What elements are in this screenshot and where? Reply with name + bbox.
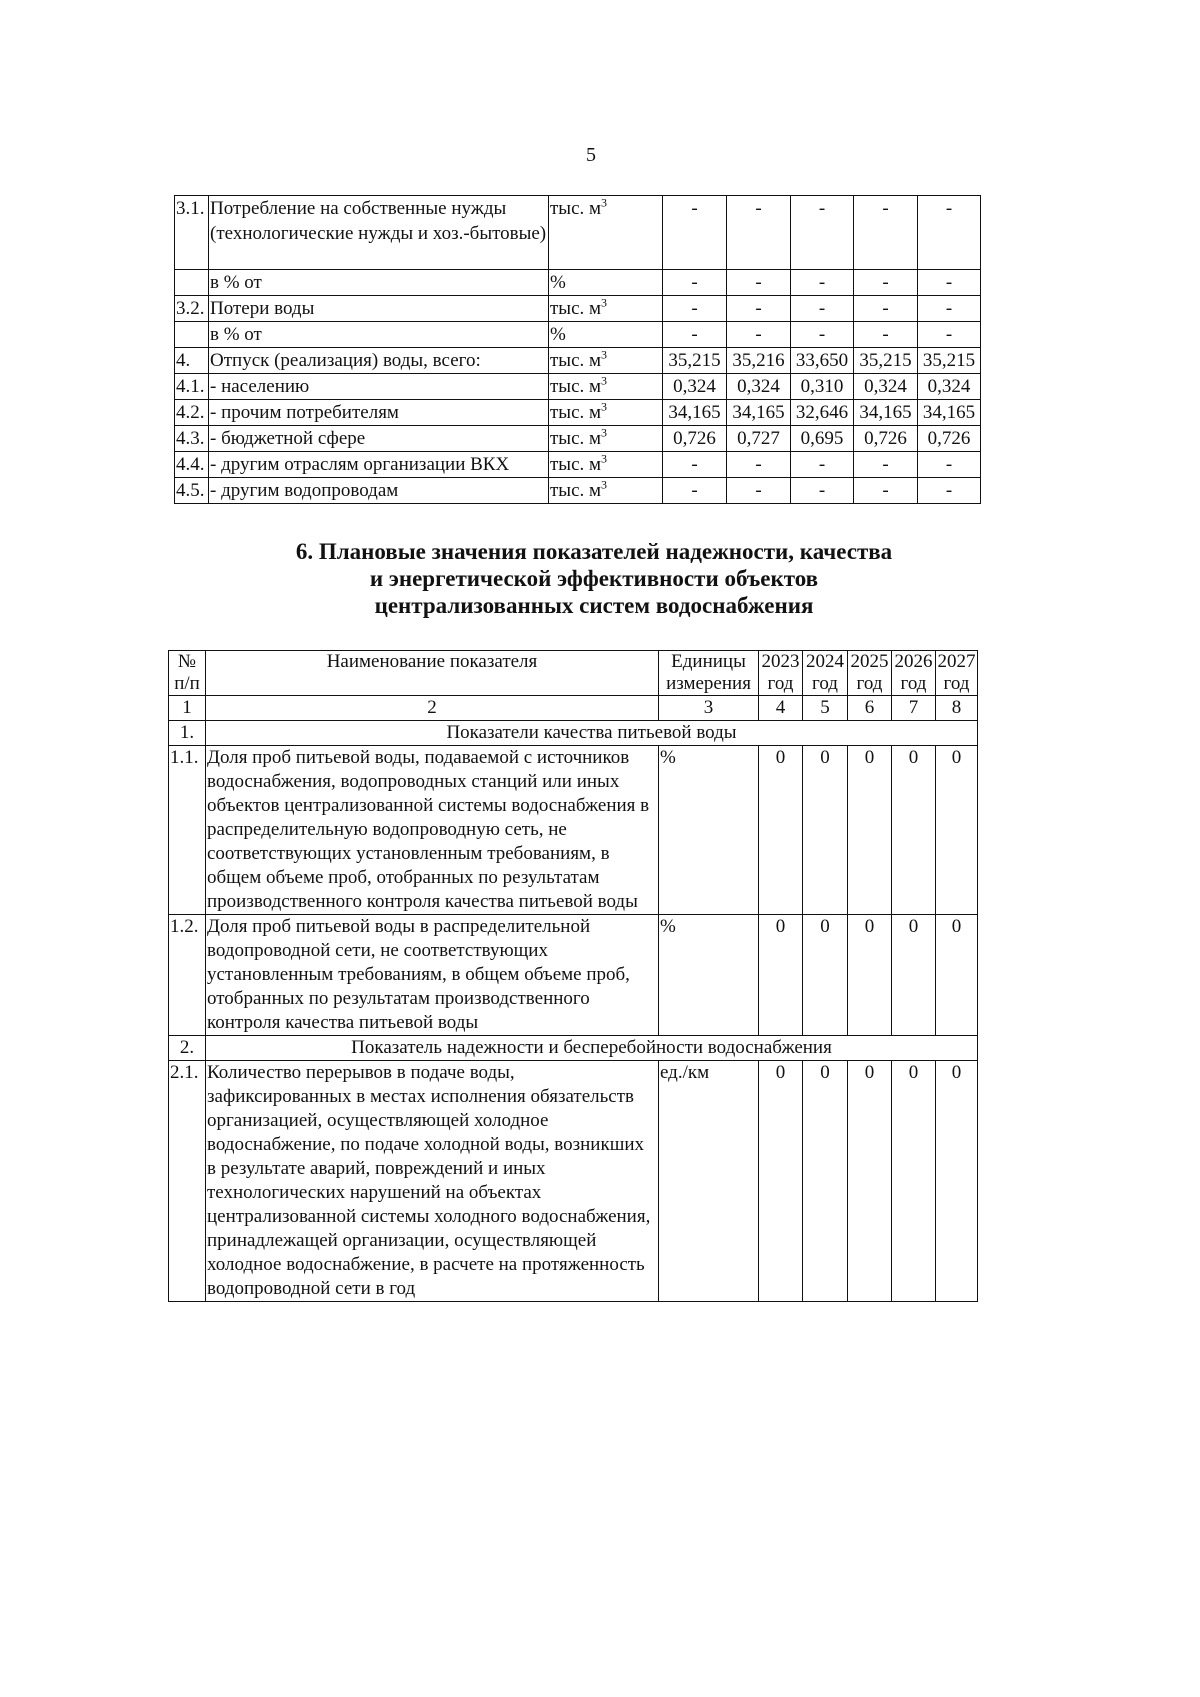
- unit-superscript: 3: [601, 373, 608, 388]
- unit-superscript: 3: [601, 451, 608, 466]
- row-unit: [549, 478, 663, 504]
- section-number: 1.: [169, 721, 206, 746]
- row-value: -: [663, 296, 727, 322]
- row-value: -: [727, 296, 791, 322]
- row-unit: [549, 452, 663, 478]
- row-name: - бюджетной сфере: [209, 426, 549, 452]
- row-name: Доля проб питьевой воды в распределительной водопроводной сети, не соответствующих установленным требованиям, в общем объеме проб, отобранных по результатам производственного контроля качества питьевой воды: [206, 915, 659, 1036]
- row-value: -: [791, 270, 854, 296]
- table-row: [175, 270, 981, 296]
- row-value: 0: [803, 746, 848, 915]
- row-value: 34,165: [727, 400, 791, 426]
- row-value: -: [727, 270, 791, 296]
- row-value: -: [854, 196, 918, 270]
- row-name: - другим отраслям организации ВКХ: [209, 452, 549, 478]
- col-number: 5: [803, 696, 848, 721]
- row-value: -: [791, 196, 854, 270]
- row-unit: [549, 374, 663, 400]
- row-number: [175, 270, 209, 296]
- row-value: 34,165: [918, 400, 981, 426]
- row-number: 4.3.: [175, 426, 209, 452]
- table-row: [175, 296, 981, 322]
- section-title-line: централизованных систем водоснабжения: [374, 593, 814, 618]
- row-value: 35,215: [854, 348, 918, 374]
- row-value: 0,726: [918, 426, 981, 452]
- row-value: 34,165: [663, 400, 727, 426]
- header-year: 2025 год: [848, 651, 892, 696]
- column-numbers-row: [169, 696, 978, 721]
- row-number: [175, 322, 209, 348]
- indicators-table: [168, 650, 978, 1302]
- row-unit: [549, 196, 663, 270]
- row-value: 32,646: [791, 400, 854, 426]
- row-value: -: [791, 478, 854, 504]
- section-name: Показатели качества питьевой воды: [206, 721, 978, 746]
- col-number: 3: [659, 696, 759, 721]
- row-name: Количество перерывов в подаче воды, зафиксированных в местах исполнения обязательств организацией, осуществляющей холодное водоснабжение, по подаче холодной воды, возникших в результате аварий, повреждений и иных технологических нарушений на объектах централизованной системы холодного водоснабжения, принадлежащей организации, осуществляющей холодное водоснабжение, в расчете на протяженность водопроводной сети в год: [206, 1061, 659, 1302]
- row-value: -: [791, 452, 854, 478]
- table-row: [175, 322, 981, 348]
- row-value: 0: [892, 746, 936, 915]
- unit-text: %: [550, 324, 566, 345]
- row-unit: [549, 400, 663, 426]
- row-unit: %: [659, 746, 759, 915]
- section-title-line: 6. Плановые значения показателей надежности, качества: [295, 539, 893, 564]
- row-unit: ед./км: [659, 1061, 759, 1302]
- row-value: -: [663, 452, 727, 478]
- row-value: -: [918, 322, 981, 348]
- unit-text: тыс. м: [550, 480, 602, 501]
- row-value: 0,324: [727, 374, 791, 400]
- row-value: -: [663, 270, 727, 296]
- row-unit: [549, 348, 663, 374]
- row-value: -: [854, 452, 918, 478]
- table-header-row: [169, 651, 978, 696]
- unit-superscript: 3: [601, 195, 608, 210]
- row-value: 0: [759, 1061, 803, 1302]
- row-value: -: [854, 322, 918, 348]
- section-number: 2.: [169, 1036, 206, 1061]
- row-name: Отпуск (реализация) воды, всего:: [209, 348, 549, 374]
- row-value: 0,324: [663, 374, 727, 400]
- row-value: 0: [803, 915, 848, 1036]
- row-value: 0: [848, 746, 892, 915]
- section-row: [169, 1036, 978, 1061]
- row-value: -: [663, 196, 727, 270]
- water-balance-table: [174, 195, 981, 504]
- header-year: 2027 год: [937, 651, 976, 694]
- header-name: Наименование показателя: [206, 651, 659, 696]
- row-value: 34,165: [854, 400, 918, 426]
- row-value: 0,727: [727, 426, 791, 452]
- row-name: - населению: [209, 374, 549, 400]
- row-value: 0,726: [663, 426, 727, 452]
- row-value: 0: [936, 915, 978, 1036]
- row-value: -: [854, 270, 918, 296]
- unit-text: тыс. м: [550, 402, 602, 423]
- row-value: 0: [759, 746, 803, 915]
- row-value: 35,215: [663, 348, 727, 374]
- table-row: [175, 478, 981, 504]
- table-row: [175, 374, 981, 400]
- row-number: 4.2.: [175, 400, 209, 426]
- table-row: [175, 452, 981, 478]
- page-number: 5: [586, 144, 596, 166]
- row-value: -: [918, 296, 981, 322]
- row-number: 4.5.: [175, 478, 209, 504]
- section-row: [169, 721, 978, 746]
- row-number: 4.4.: [175, 452, 209, 478]
- header-year: 2023 год: [759, 651, 803, 696]
- row-value: -: [791, 322, 854, 348]
- row-value: 0: [803, 1061, 848, 1302]
- table-row: [175, 426, 981, 452]
- row-number: 4.1.: [175, 374, 209, 400]
- row-value: -: [727, 478, 791, 504]
- row-value: 35,215: [918, 348, 981, 374]
- row-value: 0: [892, 915, 936, 1036]
- unit-text: %: [550, 272, 566, 293]
- row-value: 0: [759, 915, 803, 1036]
- row-name: в % от: [209, 322, 549, 348]
- col-number: 4: [759, 696, 803, 721]
- unit-superscript: 3: [601, 347, 608, 362]
- unit-superscript: 3: [601, 399, 608, 414]
- row-unit: [549, 296, 663, 322]
- unit-text: тыс. м: [550, 298, 602, 319]
- row-value: -: [854, 478, 918, 504]
- header-unit: Единицы измерения: [659, 651, 759, 696]
- row-value: 0,726: [854, 426, 918, 452]
- col-number: 2: [206, 696, 659, 721]
- unit-superscript: 3: [601, 295, 608, 310]
- row-name: - прочим потребителям: [209, 400, 549, 426]
- row-value: -: [918, 270, 981, 296]
- row-value: 0,324: [918, 374, 981, 400]
- row-name: - другим водопроводам: [209, 478, 549, 504]
- row-value: -: [727, 452, 791, 478]
- section-title: [0, 538, 1200, 619]
- header-year: 2026 год: [892, 651, 936, 696]
- unit-text: тыс. м: [550, 350, 602, 371]
- row-value: 0: [848, 1061, 892, 1302]
- row-value: 0: [892, 1061, 936, 1302]
- row-name: Потребление на собственные нужды (технологические нужды и хоз.-бытовые): [209, 196, 549, 270]
- table-row: [175, 196, 981, 270]
- table-row: [169, 915, 978, 1036]
- unit-text: тыс. м: [550, 198, 602, 219]
- row-value: 0,324: [854, 374, 918, 400]
- col-number: 1: [169, 696, 206, 721]
- row-value: 0: [936, 746, 978, 915]
- row-value: -: [918, 452, 981, 478]
- row-unit: [549, 426, 663, 452]
- unit-text: тыс. м: [550, 376, 602, 397]
- row-number: 3.1.: [175, 196, 209, 270]
- table-row: [169, 1061, 978, 1302]
- row-value: -: [663, 478, 727, 504]
- row-number: 3.2.: [175, 296, 209, 322]
- row-value: 0: [936, 1061, 978, 1302]
- unit-superscript: 3: [601, 425, 608, 440]
- header-year: 2024 год: [803, 651, 848, 696]
- row-number: 4.: [175, 348, 209, 374]
- row-value: -: [727, 322, 791, 348]
- header-num: № п/п: [169, 651, 206, 696]
- table-row: [175, 400, 981, 426]
- row-value: -: [918, 196, 981, 270]
- row-number: 1.2.: [169, 915, 206, 1036]
- row-unit: [549, 322, 663, 348]
- row-value: -: [854, 296, 918, 322]
- row-value: 33,650: [791, 348, 854, 374]
- row-number: 2.1.: [169, 1061, 206, 1302]
- row-name: Доля проб питьевой воды, подаваемой с источников водоснабжения, водопроводных станций или иных объектов централизованной системы водоснабжения в распределительную водопроводную сеть, не соответствующих установленным требованиям, в общем объеме проб, отобранных по результатам производственного контроля качества питьевой воды: [206, 746, 659, 915]
- row-value: 0,310: [791, 374, 854, 400]
- row-value: 35,216: [727, 348, 791, 374]
- row-value: -: [663, 322, 727, 348]
- col-number: 6: [848, 696, 892, 721]
- row-value: -: [918, 478, 981, 504]
- section-name: Показатель надежности и бесперебойности водоснабжения: [206, 1036, 978, 1061]
- row-value: -: [727, 196, 791, 270]
- row-value: 0: [848, 915, 892, 1036]
- row-unit: %: [659, 915, 759, 1036]
- unit-text: тыс. м: [550, 428, 602, 449]
- row-name: Потери воды: [209, 296, 549, 322]
- table-row: [175, 348, 981, 374]
- row-value: -: [791, 296, 854, 322]
- col-number: 8: [936, 696, 978, 721]
- section-title-line: и энергетической эффективности объектов: [369, 566, 819, 591]
- row-number: 1.1.: [169, 746, 206, 915]
- row-value: 0,695: [791, 426, 854, 452]
- unit-text: тыс. м: [550, 454, 602, 475]
- row-name: в % от: [209, 270, 549, 296]
- col-number: 7: [892, 696, 936, 721]
- row-unit: [549, 270, 663, 296]
- table-row: [169, 746, 978, 915]
- unit-superscript: 3: [601, 477, 608, 492]
